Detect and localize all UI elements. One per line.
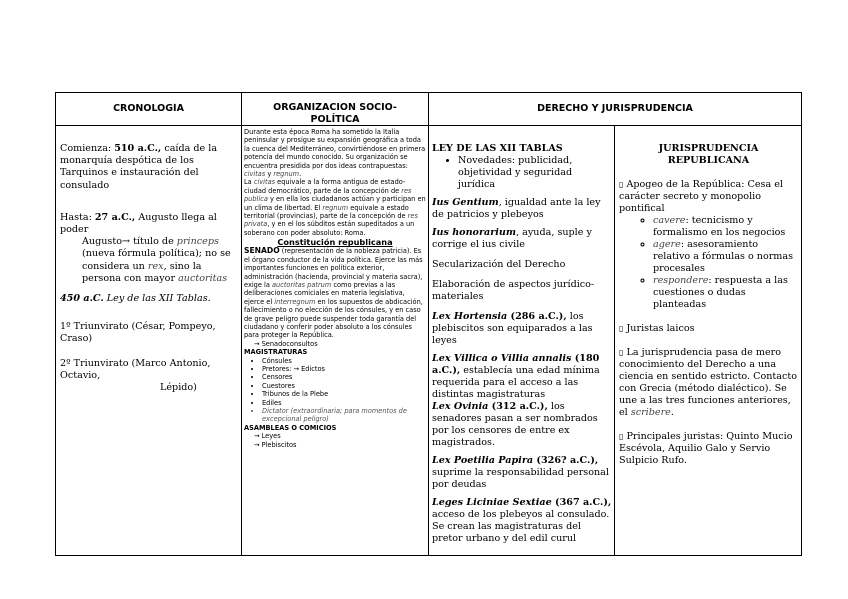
magistraturas-label: MAGISTRATURAS: [244, 348, 308, 357]
ley-year: 450 a.C.: [60, 293, 104, 305]
box-icon: ▯: [619, 432, 624, 441]
intro-text-1: Durante esta época Roma ha sometido la Italia peninsular y prosigue su expansión geográfica a toda la cuenca del Mediterráneo, convirtiéndose en primera potencia del mundo conocido. Su organización se encuentra presidida por dos ideas contrapuestas:: [244, 128, 426, 170]
organizacion-cell: [244, 128, 426, 554]
augusto-rex: rex: [147, 260, 164, 272]
augusto-middle: (nueva fórmula política); no se considera un: [82, 248, 231, 272]
ius-honorarium-text: , ayuda, suple y corrige el ius civile: [432, 227, 592, 250]
jurisprudencia-cell: [619, 143, 798, 553]
regnum-word: regnum: [322, 203, 349, 212]
cronologia-hasta: [60, 212, 238, 236]
list-item: • Cónsules: [262, 357, 426, 365]
box-icon: ▯: [619, 324, 624, 333]
agere: agere: [653, 239, 681, 250]
lex-poetilia-text: suprime la responsabilidad personal por deudas: [432, 467, 609, 490]
cronologia-comienzo: [60, 143, 238, 192]
derecho-lex-poetilia: [432, 455, 612, 491]
column-divider-1: [241, 92, 242, 556]
cavere-text: : tecnicismo y formalismo en los negocios: [653, 215, 786, 238]
leges-liciniae: Leges Liciniae Sextiae: [432, 497, 552, 508]
derecho-lex-hortensia: [432, 311, 612, 347]
list-item: [653, 275, 798, 311]
derecho-ius-gentium: [432, 197, 612, 221]
senadoconsultos: → Senadoconsultos: [254, 339, 318, 348]
civitas-p4: equivale a estado territorial (provincias), parte de la concepción de: [244, 203, 409, 221]
augusto-princeps: princeps: [176, 236, 219, 248]
asambleas-label: ASAMBLEAS O COMICIOS: [244, 423, 337, 432]
derecho-lex-ovinia: [432, 401, 612, 449]
augusto-suffix: , sino la persona con mayor: [82, 260, 202, 284]
lex-ovinia-year: (312 a.C.),: [488, 401, 548, 412]
organizacion-civitas-regnum: [244, 178, 426, 237]
column-divider-3: [614, 126, 615, 556]
apogeo-text: Apogeo de la República: Cesa el carácter secreto y monopolio pontifical: [619, 179, 783, 214]
header-derecho-text: DERECHO Y JURISPRUDENCIA: [537, 103, 693, 114]
header-organizacion-text: ORGANIZACIÓN SOCIO-POLÍTICA: [273, 102, 397, 125]
asambleas-leyes: → Leyes: [254, 432, 281, 441]
scribere: scribere: [630, 407, 671, 418]
lex-villica-year: (180 a.C.),: [432, 353, 600, 376]
leges-liciniae-year: (367 a.C.),: [551, 497, 612, 508]
list-item: • Tribunos de la Plebe: [262, 390, 426, 398]
agere-text: : asesoramiento relativo a fórmulas o normas procesales: [653, 239, 794, 274]
interregnum: interregnum: [274, 297, 316, 306]
ciencia-text-2: .: [670, 407, 674, 418]
header-organizacion: [256, 102, 414, 126]
comienzo-text: caída de la monarquía despótica de los Tarquinos e instauración del consulado: [60, 143, 218, 191]
intro-civitas: civitas: [244, 170, 266, 179]
magistraturas-list: [244, 357, 426, 424]
senado-text-3: en los supuestos de abdicación, fallecimiento o no elección de los cónsules, y en caso de grave peligro puede suspender toda garantía del ciudadano y conferir poder absoluto a los cónsules para proteger la República.: [244, 297, 423, 340]
derecho-elaboracion: Elaboración de aspectos jurídico-materiales: [432, 279, 595, 302]
list-item: • Ediles: [262, 399, 426, 407]
box-icon: ▯: [619, 180, 624, 189]
list-item: [653, 239, 798, 275]
lex-hortensia: Lex Hortensia: [432, 311, 508, 322]
organizacion-intro: [244, 128, 426, 178]
jurisprudencia-ciencia: [619, 347, 798, 419]
intro-text-2: .: [299, 170, 302, 179]
senado-label: SENADO: [244, 246, 280, 256]
civitas-p1: La: [244, 178, 254, 187]
table-border-left: [55, 92, 56, 556]
res-privata: res privata: [244, 212, 418, 229]
derecho-secularizacion: Secularización del Derecho: [432, 259, 566, 270]
leges-liciniae-text: acceso de los plebeyos al consulado. Se crean las magistraturas del pretor urbano y del edil curul: [432, 509, 610, 544]
derecho-ius-honorarium: [432, 227, 612, 251]
derecho-lex-villica: [432, 353, 612, 401]
organizacion-senado: [244, 247, 426, 339]
header-derecho: [429, 103, 801, 115]
augusto-auctoritas: auctoritas: [178, 272, 228, 284]
list-item: • Censores: [262, 373, 426, 381]
ciencia-text-1: La jurisprudencia pasa de mero conocimiento del Derecho a una ciencia en sentido estricto. Contacto con Grecia (método dialéctico). Se une a las tres funciones anteriores, el: [619, 347, 798, 418]
ley-text: Ley de las XII Tablas.: [103, 293, 211, 305]
hasta-text: Augusto llega al poder: [60, 211, 217, 236]
cronologia-triunvirato-2: 2º Triunvirato (Marco Antonio, Octavio,: [60, 357, 211, 381]
lex-villica-text: establecía una edad mínima requerida para el acceso a las distintas magistraturas: [432, 365, 600, 400]
augusto-prefix: Augusto→ título de: [82, 236, 177, 248]
derecho-cell: [432, 143, 612, 553]
lex-hortensia-year: (286 a.C.),: [507, 311, 567, 322]
res-publica: res publica: [244, 186, 412, 204]
hasta-year: 27 a.C.,: [94, 211, 136, 223]
cronologia-ley-xii: [60, 293, 238, 305]
funciones-list: [619, 215, 798, 311]
column-divider-2: [428, 92, 429, 556]
lex-poetilia-year: (326? a.C.),: [533, 455, 599, 466]
civitas-p5: , y en el los súbditos están supeditados a un soberano con poder absoluto: Roma.: [244, 220, 415, 237]
cavere: cavere: [653, 215, 686, 226]
jurisprudencia-title: JURISPRUDENCIA REPUBLICANA: [658, 143, 759, 166]
list-item-dictator: • Dictator (extraordinaria; para momentos de excepcional peligro): [262, 407, 426, 424]
respondere: respondere: [653, 275, 709, 286]
ius-gentium-text: , igualdad ante la ley de patricios y plebeyos: [432, 197, 601, 220]
civitas-p3: y en ella los ciudadanos actúan y participan en un clima de libertad. El: [244, 195, 426, 212]
lex-ovinia: Lex Ovinia: [432, 401, 489, 412]
lex-villica: Lex Villica o Villia annalis: [432, 353, 572, 364]
cronologia-augusto: [60, 236, 238, 285]
list-item: • Novedades: publicidad, objetividad y seguridad jurídica: [458, 155, 612, 191]
senado-text-2: como previas a las deliberaciones comiciales en materia legislativa, ejerce el: [244, 280, 405, 306]
header-cronologia: [56, 103, 241, 115]
respondere-text: : respuesta a las cuestiones o dudas planteadas: [653, 275, 788, 310]
auctoritas-patrum: auctoritas patrum: [271, 280, 332, 289]
comienzo-label: Comienza:: [60, 143, 115, 154]
header-cronologia-text: CRONOLOGÍA: [113, 103, 184, 114]
principales-text: Principales juristas: Quinto Mucio Escévola, Aquilio Galo y Servio Sulpicio Rufo.: [619, 431, 793, 466]
cronologia-triunvirato-1: 1º Triunvirato (César, Pompeyo, Craso): [60, 321, 216, 345]
ius-gentium: Ius Gentium: [432, 197, 499, 208]
ley-xii-title: LEY DE LAS XII TABLAS: [432, 143, 563, 154]
ley-xii-list: [432, 155, 612, 191]
asambleas-plebiscitos: → Plebiscitos: [254, 440, 297, 449]
jurisprudencia-principales: [619, 431, 798, 467]
juristas-laicos-text: Juristas laicos: [623, 323, 695, 334]
cronologia-triunvirato-2-cont: Lépido): [160, 382, 197, 394]
intro-regnum: regnum: [273, 170, 300, 179]
list-item: • Cuestores: [262, 382, 426, 390]
list-item: • Pretores: → Edictos: [262, 365, 426, 373]
derecho-leges-liciniae: [432, 497, 612, 545]
table-border-right: [801, 92, 802, 556]
jurisprudencia-juristas-laicos: [619, 323, 798, 335]
list-item: [653, 215, 798, 239]
lex-ovinia-text: los senadores pasan a ser nombrados por los censores de entre ex magistrados.: [432, 401, 598, 448]
civitas-word: civitas: [253, 178, 276, 187]
comienzo-year: 510 a.C.,: [114, 143, 162, 154]
constitucion-title: Constitución republicana: [277, 237, 393, 248]
lex-hortensia-text: los plebiscitos son equiparados a las leyes: [432, 311, 593, 346]
senado-text-1: (representación de la nobleza patricia). Es el órgano conductor de la vida política. Ejerce las más importantes funciones en política exterior, administración (hacienda, provincial y materia sacra), exige la: [244, 247, 423, 289]
lex-poetilia: Lex Poetilia Papira: [432, 455, 534, 466]
cronologia-cell: [60, 143, 238, 553]
intro-y: y: [265, 170, 274, 179]
civitas-p2: equivale a la forma antigua de estado-ciudad democrático, parte de la concepción de: [244, 178, 406, 195]
jurisprudencia-apogeo: [619, 179, 798, 215]
hasta-label: Hasta:: [60, 211, 95, 223]
box-icon: ▯: [619, 348, 624, 357]
ius-honorarium: Ius honorarium: [432, 227, 517, 238]
